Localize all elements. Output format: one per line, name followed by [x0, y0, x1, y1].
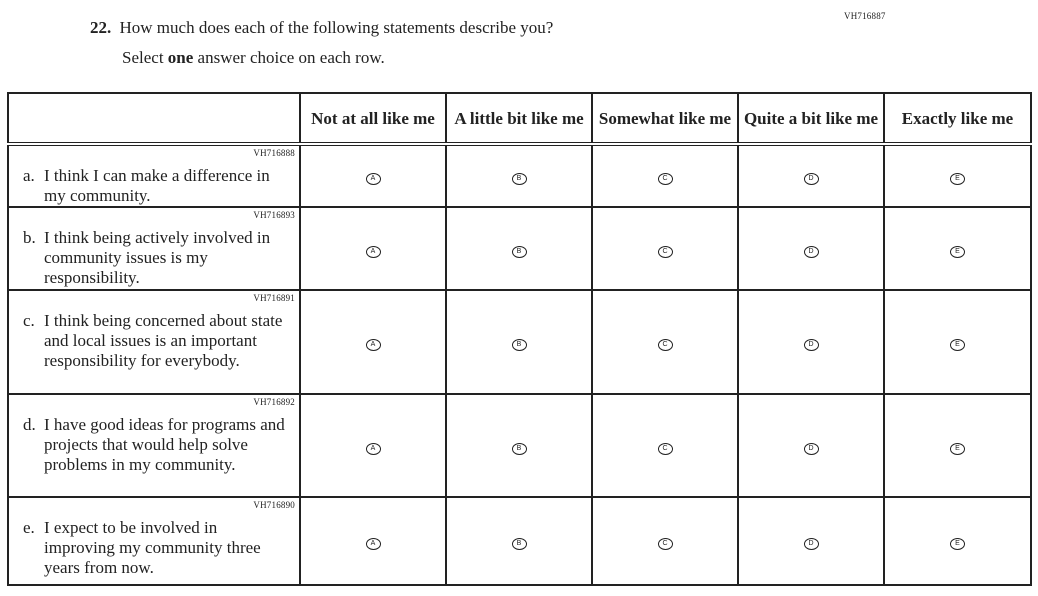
- answer-bubble-option[interactable]: E: [950, 339, 965, 351]
- statement-row-d: [8, 394, 1031, 497]
- statement-text-block: [23, 311, 291, 371]
- instruction-bold: one: [167, 48, 194, 67]
- statement-row-c: [8, 290, 1031, 394]
- answer-cell[interactable]: [884, 394, 1031, 497]
- instruction-after: answer choice on each row.: [193, 48, 385, 67]
- statement-cell: [8, 144, 300, 207]
- answer-cell[interactable]: [592, 290, 738, 394]
- answer-bubble-option[interactable]: E: [950, 246, 965, 258]
- statement-row-b: [8, 207, 1031, 290]
- column-header: Somewhat like me: [592, 93, 738, 144]
- answer-cell[interactable]: [300, 144, 446, 207]
- column-header: Quite a bit like me: [738, 93, 884, 144]
- answer-cell[interactable]: [592, 207, 738, 290]
- answer-bubble-option[interactable]: A: [366, 538, 381, 550]
- answer-cell[interactable]: [738, 207, 884, 290]
- answer-bubble-option[interactable]: B: [512, 246, 527, 258]
- statement-text: I have good ideas for programs and projects that would help solve problems in my community.: [44, 415, 285, 474]
- answer-cell[interactable]: [300, 394, 446, 497]
- header-row: [8, 93, 1031, 144]
- statement-letter: b.: [23, 228, 36, 247]
- row-id-code: VH716893: [253, 210, 295, 220]
- likert-grid: [7, 92, 1032, 586]
- statement-text-block: [23, 415, 291, 475]
- column-header: Not at all like me: [300, 93, 446, 144]
- answer-cell[interactable]: [738, 290, 884, 394]
- answer-bubble-option[interactable]: D: [804, 339, 819, 351]
- answer-bubble-option[interactable]: D: [804, 443, 819, 455]
- answer-cell[interactable]: [884, 497, 1031, 585]
- answer-cell[interactable]: [884, 144, 1031, 207]
- answer-bubble-option[interactable]: C: [658, 538, 673, 550]
- question-text: How much does each of the following statements describe you?: [119, 18, 554, 37]
- answer-cell[interactable]: [446, 497, 592, 585]
- answer-cell[interactable]: [446, 144, 592, 207]
- statement-letter: e.: [23, 518, 35, 537]
- answer-cell[interactable]: [592, 497, 738, 585]
- statement-cell: [8, 290, 300, 394]
- answer-cell[interactable]: [446, 394, 592, 497]
- statement-letter: c.: [23, 311, 35, 330]
- answer-bubble-option[interactable]: B: [512, 538, 527, 550]
- question-number: 22.: [90, 18, 112, 37]
- statement-text: I think being actively involved in community issues is my responsibility.: [44, 228, 271, 287]
- answer-bubble-option[interactable]: A: [366, 443, 381, 455]
- answer-cell[interactable]: [300, 207, 446, 290]
- answer-cell[interactable]: [738, 497, 884, 585]
- statement-letter: a.: [23, 166, 35, 185]
- answer-bubble-option[interactable]: E: [950, 173, 965, 185]
- instruction-before: Select: [122, 48, 168, 67]
- column-header: Exactly like me: [884, 93, 1031, 144]
- answer-cell[interactable]: [446, 207, 592, 290]
- answer-bubble-option[interactable]: D: [804, 173, 819, 185]
- answer-bubble-option[interactable]: C: [658, 246, 673, 258]
- answer-cell[interactable]: [592, 144, 738, 207]
- answer-bubble-option[interactable]: B: [512, 339, 527, 351]
- statement-cell: [8, 207, 300, 290]
- answer-cell[interactable]: [884, 207, 1031, 290]
- statement-row-a: [8, 144, 1031, 207]
- answer-cell[interactable]: [300, 497, 446, 585]
- statement-cell: [8, 497, 300, 585]
- answer-bubble-option[interactable]: C: [658, 173, 673, 185]
- answer-bubble-option[interactable]: C: [658, 443, 673, 455]
- question-header: [90, 18, 553, 38]
- statement-cell: [8, 394, 300, 497]
- answer-cell[interactable]: [592, 394, 738, 497]
- answer-bubble-option[interactable]: B: [512, 173, 527, 185]
- row-id-code: VH716891: [253, 293, 295, 303]
- statement-text-block: [23, 518, 291, 578]
- answer-bubble-option[interactable]: A: [366, 339, 381, 351]
- row-id-code: VH716888: [253, 148, 295, 158]
- answer-bubble-option[interactable]: B: [512, 443, 527, 455]
- answer-bubble-option[interactable]: E: [950, 443, 965, 455]
- row-id-code: VH716892: [253, 397, 295, 407]
- answer-cell[interactable]: [738, 394, 884, 497]
- statement-text: I think being concerned about state and local issues is an important responsibility for everybody.: [44, 311, 283, 370]
- question-id-code: VH716887: [844, 11, 886, 21]
- header-blank-cell: [8, 93, 300, 144]
- answer-bubble-option[interactable]: A: [366, 246, 381, 258]
- statement-text-block: [23, 228, 291, 288]
- statement-row-e: [8, 497, 1031, 585]
- answer-bubble-option[interactable]: D: [804, 246, 819, 258]
- column-header: A little bit like me: [446, 93, 592, 144]
- statement-text-block: [23, 166, 291, 206]
- answer-bubble-option[interactable]: D: [804, 538, 819, 550]
- statement-text: I think I can make a difference in my community.: [44, 166, 270, 205]
- answer-bubble-option[interactable]: E: [950, 538, 965, 550]
- answer-cell[interactable]: [884, 290, 1031, 394]
- statement-text: I expect to be involved in improving my community three years from now.: [44, 518, 261, 577]
- instruction: [122, 48, 385, 68]
- answer-cell[interactable]: [738, 144, 884, 207]
- statement-letter: d.: [23, 415, 36, 434]
- answer-bubble-option[interactable]: C: [658, 339, 673, 351]
- answer-cell[interactable]: [300, 290, 446, 394]
- answer-bubble-option[interactable]: A: [366, 173, 381, 185]
- answer-cell[interactable]: [446, 290, 592, 394]
- row-id-code: VH716890: [253, 500, 295, 510]
